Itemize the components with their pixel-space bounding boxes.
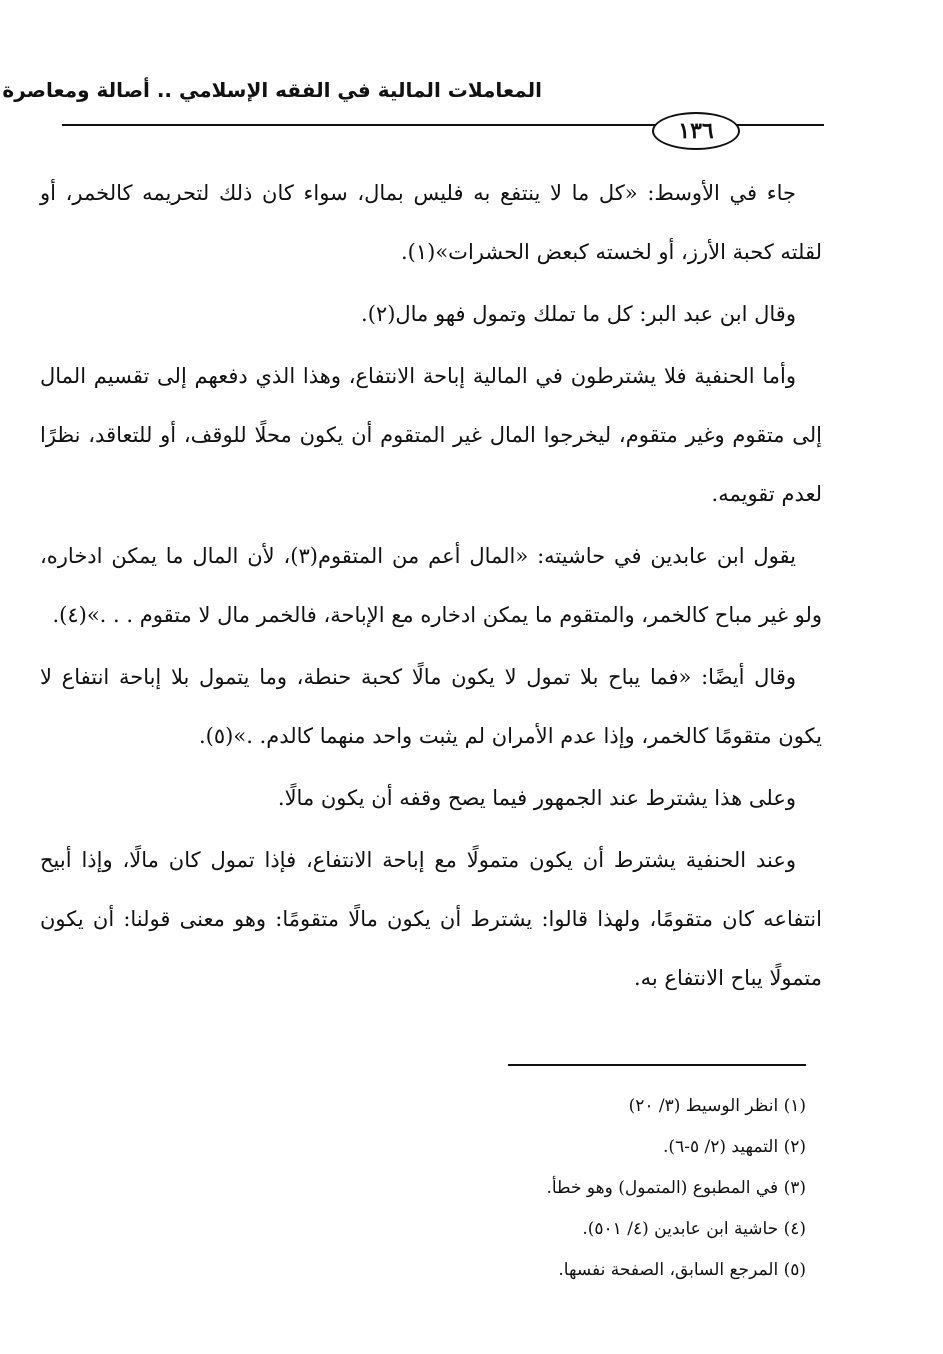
running-title: المعاملات المالية في الفقه الإسلامي .. أصالة ومعاصرة	[2, 78, 542, 102]
footnote: (٣) في المطبوع (المتمول) وهو خطأ.	[546, 1178, 806, 1198]
paragraph: وعند الحنفية يشترط أن يكون متمولًا مع إباحة الانتفاع، فإذا تمول كان مالًا، وإذا أبيح انتفاعه كان متقومًا، ولهذا قالوا: يشترط أن يكون مالًا متقومًا: وهو معنى قولنا: أن يكون متمولًا يباح الانتفاع به.	[40, 848, 822, 990]
footnote: (٥) المرجع السابق، الصفحة نفسها.	[558, 1260, 806, 1280]
footnote: (٢) التمهيد (٢/ ٥-٦).	[663, 1137, 806, 1157]
footnote: (١) انظر الوسيط (٣/ ٢٠)	[628, 1096, 806, 1116]
paragraph: وأما الحنفية فلا يشترطون في المالية إباحة الانتفاع، وهذا الذي دفعهم إلى تقسيم المال إلى متقوم وغير متقوم، ليخرجوا المال غير المتقوم أن يكون محلًا للوقف، أو للتعاقد، نظرًا لعدم تقويمه.	[40, 364, 822, 506]
paragraph: جاء في الأوسط: «كل ما لا ينتفع به فليس بمال، سواء كان ذلك لتحريمه كالخمر، أو لقلته كحبة الأرز، أو لخسته كبعض الحشرات»(١).	[40, 181, 822, 264]
footnotes	[440, 1086, 806, 1291]
paragraph: يقول ابن عابدين في حاشيته: «المال أعم من المتقوم(٣)، لأن المال ما يمكن ادخاره، ولو غير مباح كالخمر، والمتقوم ما يمكن ادخاره مع الإباحة، فالخمر مال لا متقوم . . .»(٤).	[40, 544, 822, 627]
footnote: (٤) حاشية ابن عابدين (٤/ ٥٠١).	[582, 1219, 806, 1239]
paragraph: وقال ابن عبد البر: كل ما تملك وتمول فهو مال(٢).	[361, 302, 796, 326]
paragraph: وعلى هذا يشترط عند الجمهور فيما يصح وقفه أن يكون مالًا.	[277, 786, 796, 810]
page-number: ١٣٦	[652, 112, 740, 150]
footnote-separator	[508, 1064, 806, 1066]
body-text	[40, 164, 822, 1011]
paragraph: وقال أيضًا: «فما يباح بلا تمول لا يكون مالًا كحبة حنطة، وما يتمول بلا إباحة انتفاع لا يكون متقومًا كالخمر، وإذا عدم الأمران لم يثبت واحد منهما كالدم. .»(٥).	[40, 665, 822, 748]
